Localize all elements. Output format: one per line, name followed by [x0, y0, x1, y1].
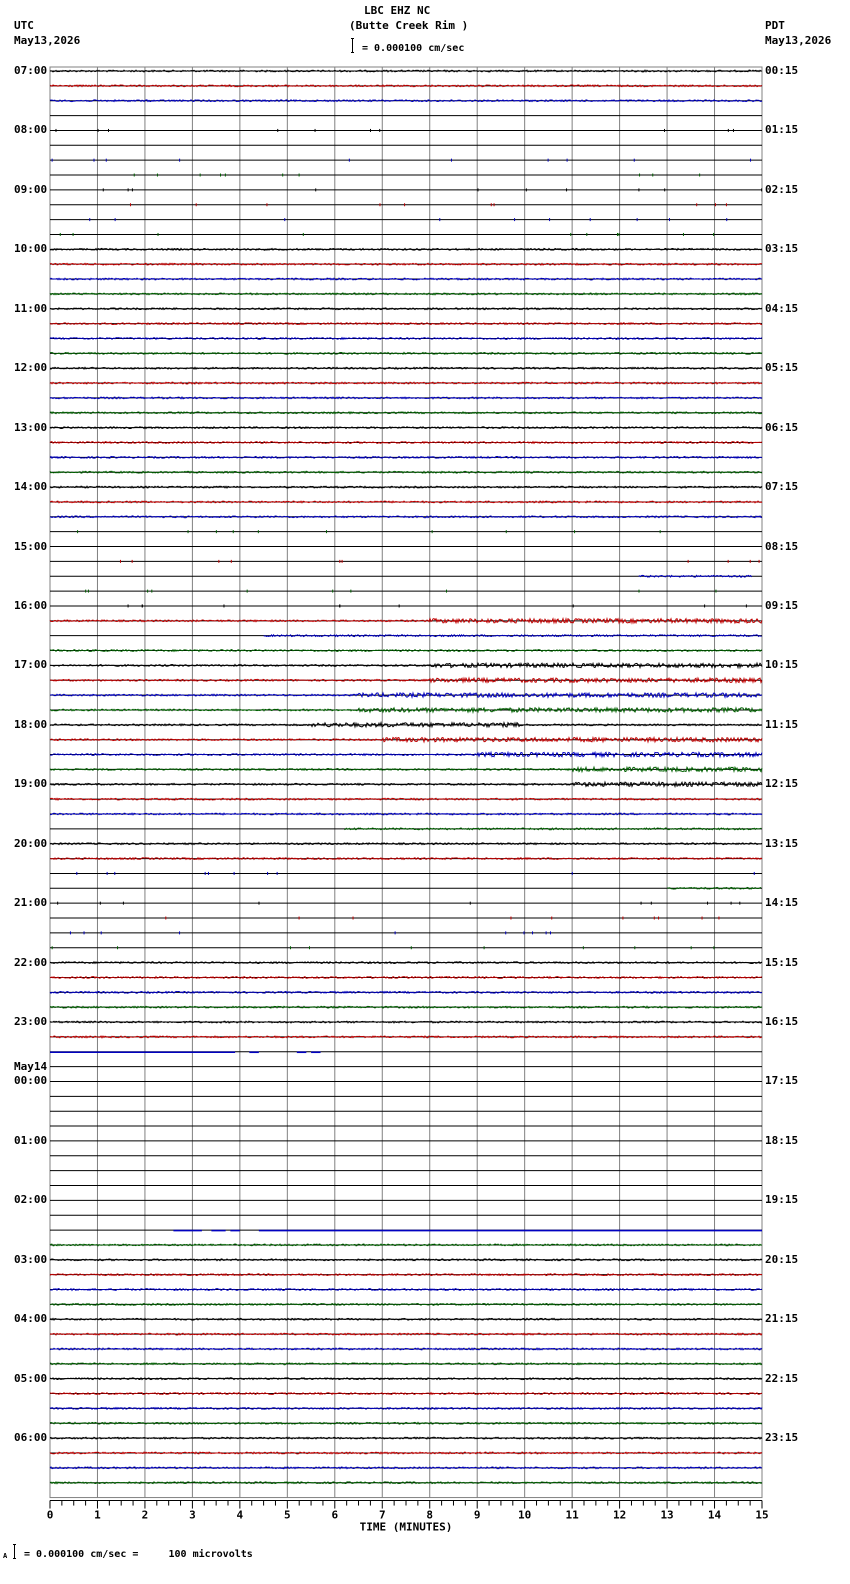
x-tick-label: 13 — [660, 1508, 674, 1522]
trace-34 — [50, 575, 762, 577]
trace-waveform — [50, 1303, 762, 1305]
pdt-hour-label: 12:15 — [765, 777, 799, 791]
x-tick-label: 5 — [284, 1508, 291, 1522]
trace-waveform — [50, 427, 762, 429]
trace-37 — [50, 619, 762, 623]
utc-hour-label: 08:00 — [14, 123, 48, 137]
station-location: (Butte Creek Rim ) — [349, 19, 469, 32]
trace-25 — [50, 442, 762, 444]
trace-waveform — [50, 471, 762, 473]
trace-17 — [50, 323, 762, 325]
date-change-label: May14 — [14, 1060, 48, 1074]
utc-hour-label: 12:00 — [14, 361, 48, 375]
pdt-hour-label: 05:15 — [765, 361, 799, 375]
trace-0 — [50, 70, 762, 72]
trace-waveform — [50, 456, 762, 458]
trace-66 — [50, 1052, 762, 1053]
x-tick-label: 2 — [141, 1508, 149, 1522]
trace-39 — [50, 650, 762, 652]
left-timezone: UTC — [14, 19, 34, 32]
seismic-traces — [50, 70, 762, 1484]
calibration-prefix: A — [3, 1552, 8, 1560]
utc-hour-label: 03:00 — [14, 1252, 48, 1266]
trace-23 — [50, 412, 762, 414]
pdt-hour-label: 17:15 — [765, 1074, 799, 1088]
trace-waveform — [50, 1378, 762, 1380]
pdt-hour-label: 15:15 — [765, 955, 799, 969]
x-tick-label: 7 — [378, 1508, 386, 1522]
trace-waveform — [50, 1467, 762, 1469]
pdt-hour-label: 08:15 — [765, 539, 799, 553]
trace-85 — [50, 1333, 762, 1335]
pdt-hour-label: 06:15 — [765, 420, 799, 434]
station-title: LBC EHZ NC — [364, 4, 431, 17]
trace-86 — [50, 1348, 762, 1350]
trace-62 — [50, 991, 762, 993]
x-tick-label: 8 — [426, 1508, 434, 1522]
trace-91 — [50, 1422, 762, 1424]
utc-hour-label: 20:00 — [14, 836, 48, 850]
utc-hour-label: 01:00 — [14, 1133, 48, 1147]
trace-20 — [50, 367, 762, 369]
trace-waveform — [50, 85, 762, 87]
trace-11 — [50, 233, 762, 236]
pdt-hour-label: 07:15 — [765, 480, 799, 494]
trace-46 — [50, 752, 762, 756]
trace-78 — [50, 1230, 762, 1231]
x-tick-label: 15 — [755, 1508, 769, 1522]
x-tick-label: 1 — [94, 1508, 101, 1522]
utc-hour-label: 18:00 — [14, 717, 48, 731]
trace-81 — [50, 1274, 762, 1276]
x-axis-title: TIME (MINUTES) — [359, 1520, 453, 1534]
trace-waveform — [50, 1289, 762, 1291]
pdt-hour-label: 00:15 — [765, 64, 799, 77]
trace-56 — [50, 902, 762, 905]
trace-31 — [50, 530, 762, 533]
x-tick-label: 10 — [518, 1508, 532, 1522]
left-date: May13,2026 — [14, 34, 81, 47]
calibration-bar-icon — [13, 1544, 16, 1559]
trace-1 — [50, 85, 762, 87]
trace-43 — [50, 708, 762, 712]
utc-hour-label: 22:00 — [14, 955, 48, 969]
trace-53 — [50, 858, 762, 860]
trace-16 — [50, 308, 762, 310]
right-date: May13,2026 — [765, 34, 832, 47]
utc-hour-label: 05:00 — [14, 1371, 48, 1385]
trace-waveform — [50, 1333, 762, 1335]
trace-59 — [50, 946, 762, 949]
trace-61 — [50, 977, 762, 979]
pdt-hour-label: 21:15 — [765, 1312, 799, 1326]
trace-13 — [50, 263, 762, 265]
trace-8 — [50, 188, 762, 191]
trace-waveform — [50, 1408, 762, 1410]
trace-21 — [50, 382, 762, 384]
trace-52 — [50, 843, 762, 845]
trace-57 — [50, 917, 762, 920]
trace-27 — [50, 471, 762, 473]
trace-waveform — [50, 1482, 762, 1484]
utc-hour-label: 19:00 — [14, 777, 48, 791]
pdt-hour-label: 22:15 — [765, 1371, 799, 1385]
trace-26 — [50, 456, 762, 458]
utc-hour-label: 02:00 — [14, 1193, 48, 1207]
trace-28 — [50, 486, 762, 488]
trace-waveform — [50, 1437, 762, 1439]
trace-45 — [50, 738, 762, 742]
utc-hour-label: 23:00 — [14, 1015, 48, 1029]
trace-41 — [50, 678, 762, 682]
trace-waveform — [50, 1036, 762, 1038]
trace-2 — [50, 100, 762, 102]
pdt-hour-label: 02:15 — [765, 182, 799, 196]
pdt-hour-label: 09:15 — [765, 598, 799, 612]
pdt-hour-label: 14:15 — [765, 896, 799, 910]
trace-63 — [50, 1006, 762, 1008]
utc-hour-label: 15:00 — [14, 539, 48, 553]
trace-18 — [50, 338, 762, 340]
trace-19 — [50, 352, 762, 354]
trace-58 — [50, 931, 762, 934]
pdt-hour-label: 20:15 — [765, 1252, 799, 1266]
plot-frame — [50, 67, 762, 1498]
utc-hour-label: 17:00 — [14, 658, 48, 672]
trace-94 — [50, 1467, 762, 1469]
utc-hour-label: 14:00 — [14, 480, 48, 494]
trace-15 — [50, 293, 762, 295]
utc-hour-label: 13:00 — [14, 420, 48, 434]
trace-waveform — [50, 1318, 762, 1320]
pdt-hour-label: 11:15 — [765, 717, 799, 731]
plot-grid — [50, 67, 762, 1498]
trace-38 — [50, 635, 762, 637]
trace-waveform — [50, 813, 762, 815]
trace-87 — [50, 1363, 762, 1365]
trace-33 — [50, 560, 762, 563]
trace-24 — [50, 427, 762, 429]
pdt-hour-label: 23:15 — [765, 1431, 799, 1445]
trace-51 — [50, 828, 762, 830]
trace-50 — [50, 813, 762, 815]
trace-6 — [50, 159, 762, 162]
trace-waveform — [50, 397, 762, 399]
trace-29 — [50, 501, 762, 503]
trace-22 — [50, 397, 762, 399]
x-tick-label: 4 — [236, 1508, 244, 1522]
trace-12 — [50, 248, 762, 250]
utc-hour-label: 00:00 — [14, 1074, 48, 1088]
x-axis — [47, 1501, 769, 1534]
x-tick-label: 9 — [473, 1508, 481, 1522]
trace-4 — [50, 129, 762, 132]
utc-hour-label: 11:00 — [14, 301, 48, 315]
scale-bar-icon — [351, 38, 354, 53]
trace-waveform — [50, 338, 762, 340]
trace-54 — [50, 872, 762, 875]
utc-hour-label: 10:00 — [14, 242, 48, 256]
trace-14 — [50, 278, 762, 280]
pdt-hour-label: 01:15 — [765, 123, 799, 137]
x-tick-label: 14 — [707, 1508, 722, 1522]
trace-65 — [50, 1036, 762, 1038]
trace-waveform — [50, 442, 762, 444]
trace-88 — [50, 1378, 762, 1380]
trace-10 — [50, 218, 762, 221]
x-tick-label: 3 — [189, 1508, 196, 1522]
pdt-hour-label: 13:15 — [765, 836, 799, 850]
x-tick-label: 0 — [46, 1508, 54, 1522]
trace-83 — [50, 1303, 762, 1305]
trace-waveform — [50, 1006, 762, 1008]
trace-waveform — [50, 663, 762, 667]
trace-95 — [50, 1482, 762, 1484]
pdt-hour-label: 16:15 — [765, 1015, 799, 1029]
pdt-hour-label: 19:15 — [765, 1193, 799, 1207]
utc-hour-label: 04:00 — [14, 1312, 48, 1326]
pdt-hour-label: 04:15 — [765, 301, 799, 315]
trace-93 — [50, 1452, 762, 1454]
trace-waveform — [50, 278, 762, 280]
utc-hour-label: 21:00 — [14, 896, 48, 910]
trace-40 — [50, 663, 762, 667]
trace-waveform — [50, 991, 762, 993]
trace-89 — [50, 1393, 762, 1395]
pdt-hour-label: 03:15 — [765, 242, 799, 256]
trace-waveform — [50, 367, 762, 369]
trace-55 — [50, 887, 762, 889]
trace-7 — [50, 174, 762, 177]
scale-label: = 0.000100 cm/sec — [362, 43, 465, 54]
trace-49 — [50, 798, 762, 800]
trace-waveform — [50, 248, 762, 250]
trace-waveform — [50, 977, 762, 979]
trace-waveform — [50, 352, 762, 354]
trace-waveform — [50, 501, 762, 503]
utc-hour-label: 16:00 — [14, 598, 48, 612]
trace-9 — [50, 203, 762, 206]
trace-42 — [50, 693, 762, 697]
calibration-label: = 0.000100 cm/sec = 100 microvolts — [24, 1549, 253, 1560]
trace-84 — [50, 1318, 762, 1320]
x-tick-label: 11 — [565, 1508, 579, 1522]
trace-waveform — [50, 308, 762, 310]
trace-47 — [50, 767, 762, 771]
trace-waveform — [50, 70, 762, 72]
trace-36 — [50, 604, 762, 607]
pdt-hour-label: 10:15 — [765, 658, 799, 672]
trace-80 — [50, 1259, 762, 1261]
trace-82 — [50, 1289, 762, 1291]
trace-90 — [50, 1408, 762, 1410]
trace-waveform — [50, 516, 762, 518]
pdt-hour-label: 18:15 — [765, 1133, 799, 1147]
trace-44 — [50, 723, 762, 727]
utc-hour-label: 06:00 — [14, 1431, 48, 1445]
trace-48 — [50, 782, 762, 786]
trace-35 — [50, 590, 762, 593]
trace-60 — [50, 962, 762, 964]
utc-hour-label: 09:00 — [14, 182, 48, 196]
right-timezone: PDT — [765, 19, 785, 32]
x-tick-label: 6 — [331, 1508, 339, 1522]
trace-waveform — [50, 1452, 762, 1454]
x-tick-label: 12 — [612, 1508, 627, 1522]
trace-92 — [50, 1437, 762, 1439]
trace-waveform — [50, 1393, 762, 1395]
utc-hour-label: 07:00 — [14, 64, 48, 77]
trace-30 — [50, 516, 762, 518]
trace-64 — [50, 1021, 762, 1023]
trace-79 — [50, 1244, 762, 1246]
